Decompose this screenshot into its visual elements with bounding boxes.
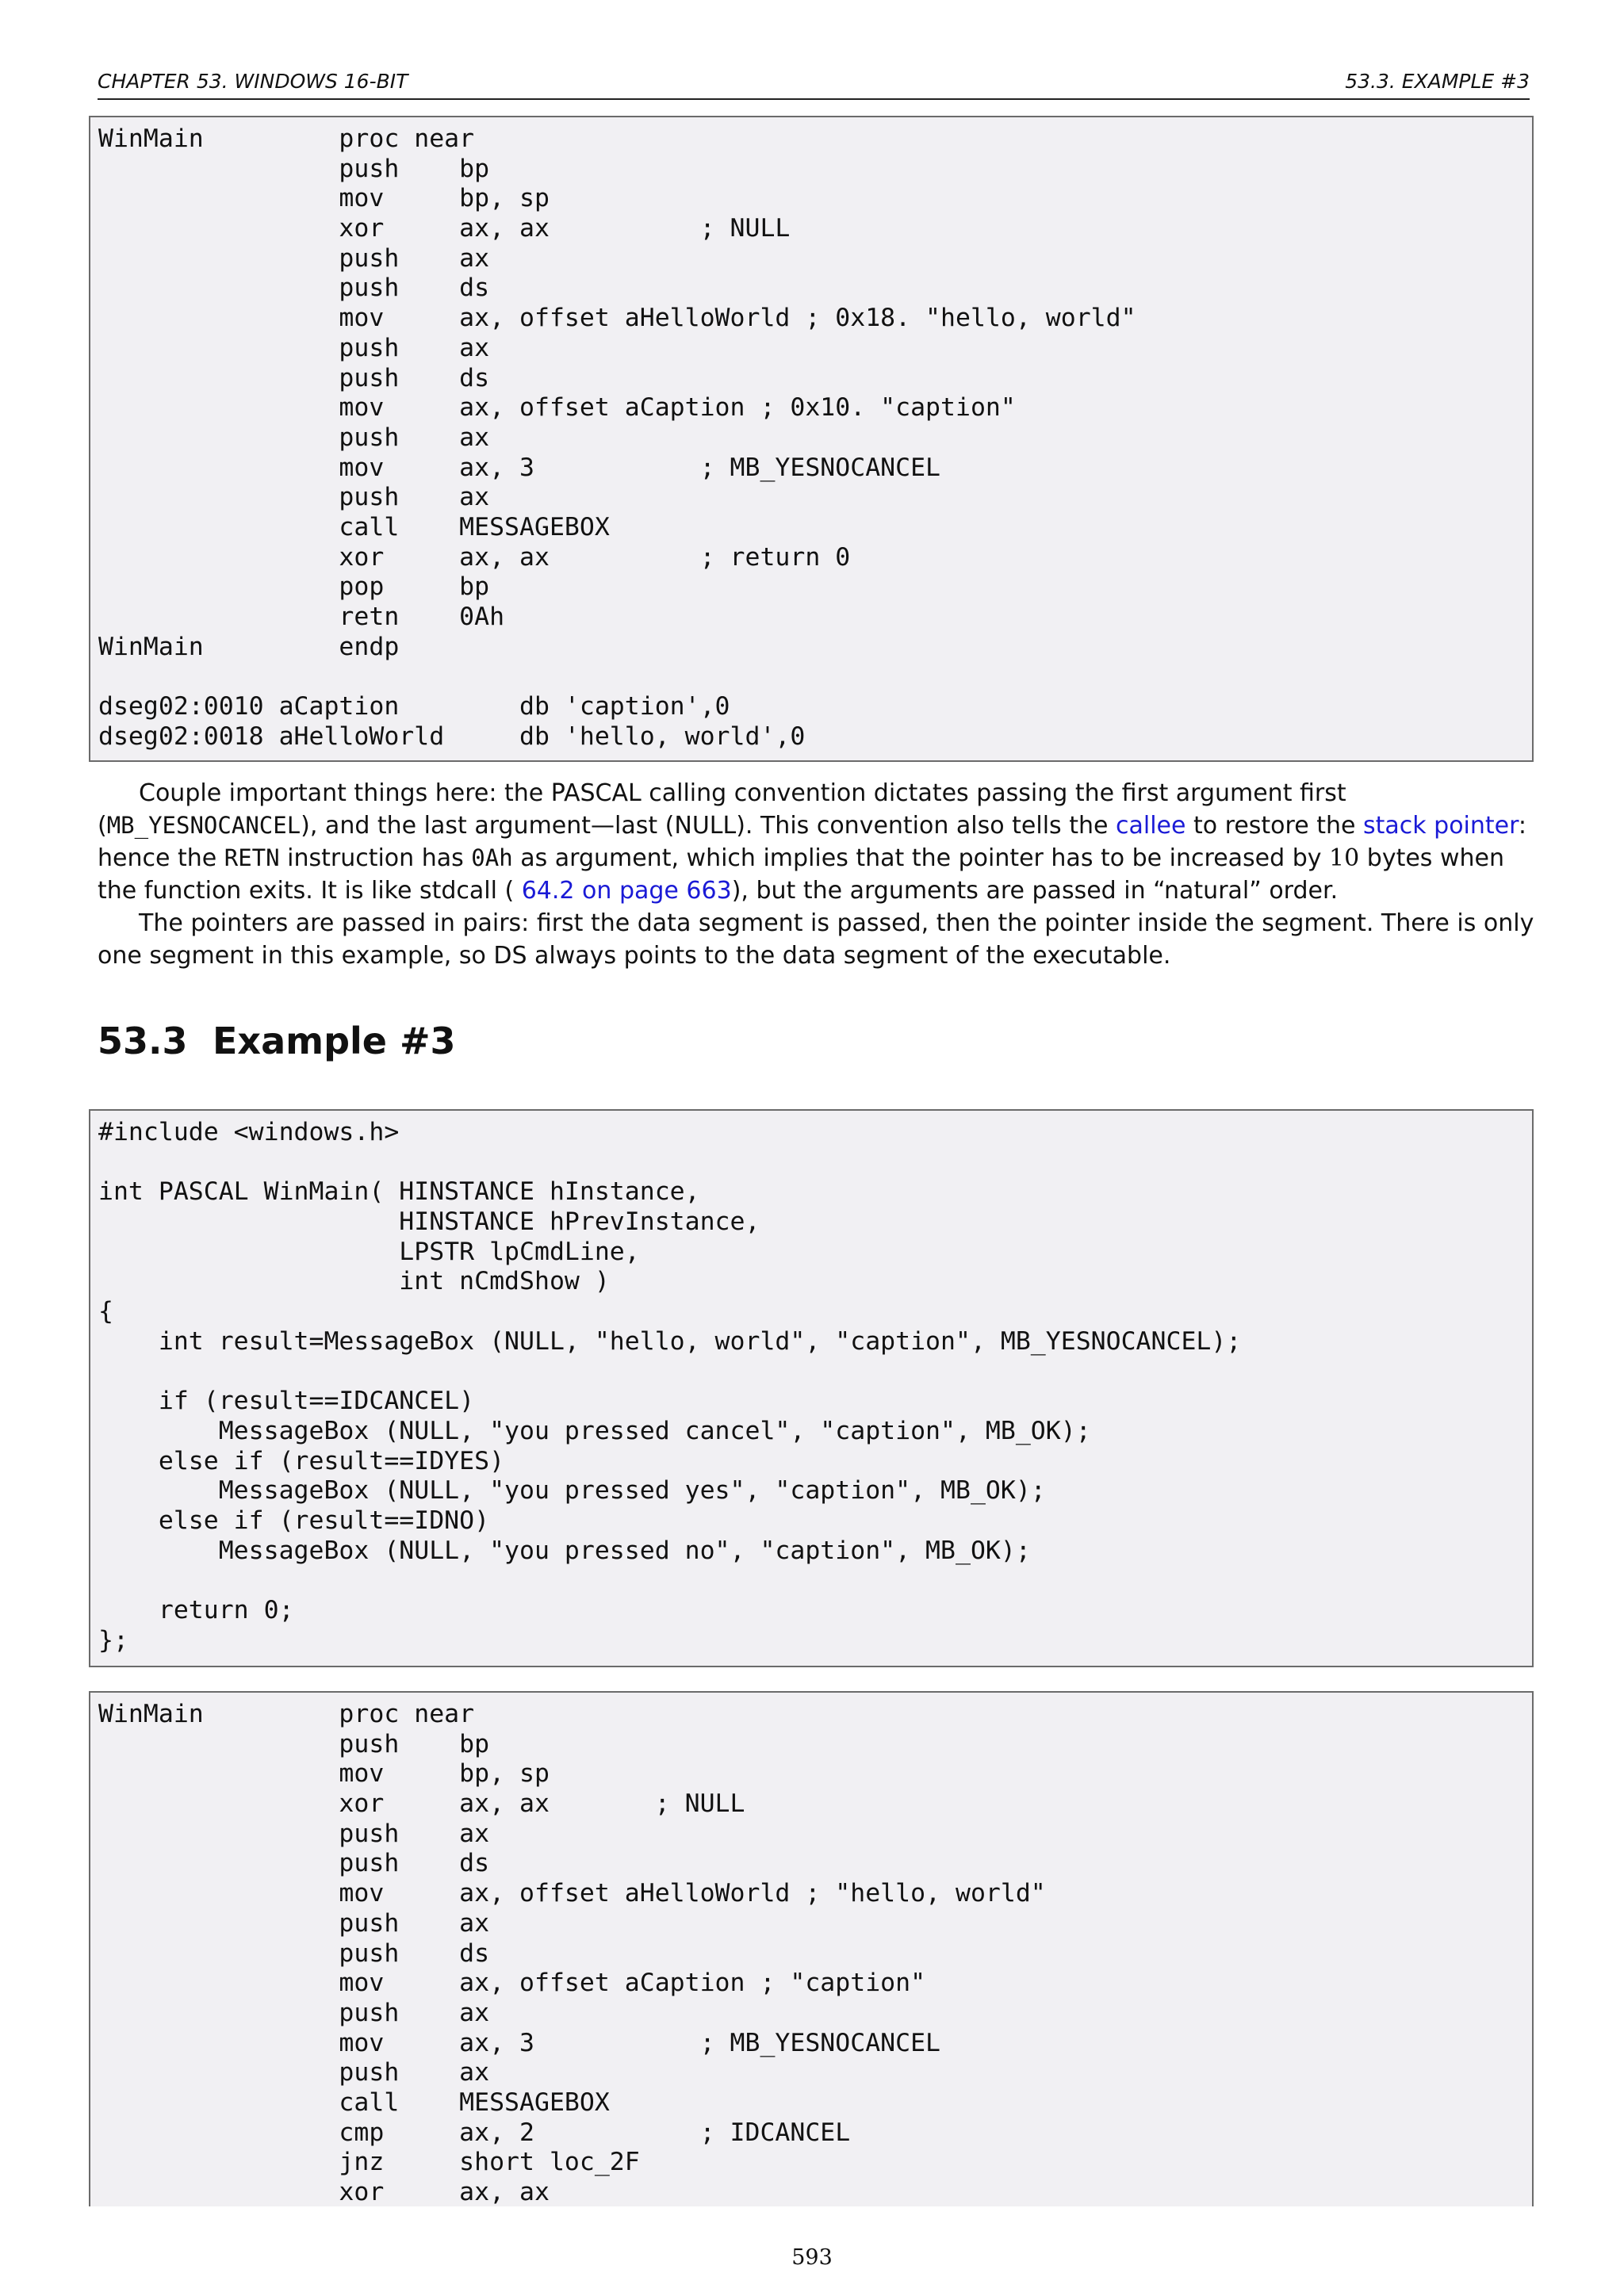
code-line: if (result==IDCANCEL): [98, 1387, 475, 1416]
text: Couple important things here: the PASCAL calling convention dictates passing the first argument first (: [98, 779, 1346, 840]
code-line: push bp: [98, 154, 490, 183]
code-line: [98, 1357, 1532, 1387]
code-line: [98, 662, 1532, 692]
code-line: push ax: [98, 483, 490, 512]
code-line: int nCmdShow ): [98, 1267, 610, 1296]
code-listing-winmain-asm: [89, 116, 1534, 762]
code-line: WinMain proc near: [98, 124, 475, 153]
code-line: [98, 1566, 1532, 1596]
code-line: pop bp: [98, 572, 490, 602]
inline-code: 0Ah: [471, 844, 513, 871]
link-callee[interactable]: callee: [1115, 812, 1186, 840]
code-line: call MESSAGEBOX: [98, 512, 610, 541]
code-line: MessageBox (NULL, "you pressed no", "caption", MB_OK);: [98, 1536, 1031, 1565]
code-line: xor ax, ax: [98, 2178, 550, 2206]
code-line: mov ax, offset aCaption ; "caption": [98, 1969, 926, 1998]
section-title: Example #3: [213, 1020, 456, 1062]
paragraph-pointers-pairs: [98, 907, 1549, 972]
code-line: mov bp, sp: [98, 184, 550, 213]
code-line: push ds: [98, 1849, 490, 1878]
inline-number: 10: [1329, 844, 1360, 872]
code-line: mov ax, offset aHelloWorld ; 0x18. "hello, world": [98, 304, 1136, 333]
code-line: WinMain endp: [98, 632, 400, 661]
code-line: {: [98, 1297, 113, 1326]
text: as argument, which implies that the pointer has to be increased by: [512, 844, 1330, 872]
code-line: WinMain proc near: [98, 1700, 475, 1728]
inline-code: MB_YESNOCANCEL: [106, 812, 301, 839]
code-line: xor ax, ax ; NULL: [98, 1789, 745, 1819]
text: ), and the last argument—last (NULL). This convention also tells the: [301, 812, 1116, 840]
code-line: mov ax, 3 ; MB_YESNOCANCEL: [98, 453, 941, 482]
code-line: retn 0Ah: [98, 603, 505, 631]
code-line: HINSTANCE hPrevInstance,: [98, 1207, 760, 1237]
header-section-title: 53.3. EXAMPLE #3: [1345, 70, 1530, 93]
code-line: else if (result==IDNO): [98, 1506, 490, 1535]
paragraph-pascal-convention: [98, 777, 1549, 907]
code-line: cmp ax, 2 ; IDCANCEL: [98, 2118, 851, 2147]
link-page-reference[interactable]: 64.2 on page 663: [521, 877, 732, 905]
code-line: int PASCAL WinMain( HINSTANCE hInstance,: [98, 1177, 700, 1207]
header-chapter-title: CHAPTER 53. WINDOWS 16-BIT: [98, 70, 408, 93]
code-line: xor ax, ax ; return 0: [98, 542, 851, 572]
code-line: push ds: [98, 274, 490, 303]
code-listing-winmain-asm-2: [89, 1691, 1534, 2206]
code-line: mov ax, offset aHelloWorld ; "hello, world": [98, 1879, 1046, 1908]
code-line: dseg02:0018 aHelloWorld db 'hello, world',0: [98, 721, 806, 751]
code-line: MessageBox (NULL, "you pressed yes", "caption", MB_OK);: [98, 1476, 1046, 1506]
text: bytes when the function exits. It is like stdcall (: [98, 844, 1504, 905]
code-line: [98, 1148, 1532, 1178]
code-line: push bp: [98, 1729, 490, 1758]
text: : hence the: [98, 812, 1527, 872]
code-line: jnz short loc_2F: [98, 2148, 640, 2177]
code-line: #include <windows.h>: [98, 1118, 400, 1146]
code-line: xor ax, ax ; NULL: [98, 214, 791, 243]
code-line: push ax: [98, 1819, 490, 1848]
code-line: mov bp, sp: [98, 1759, 550, 1789]
code-line: mov ax, 3 ; MB_YESNOCANCEL: [98, 2028, 941, 2057]
code-line: push ax: [98, 243, 490, 273]
text: The pointers are passed in pairs: first the data segment is passed, then the pointer inside the segment. There is only one segment in this example, so DS always points to the data segment of the executable.: [98, 909, 1534, 970]
code-line: push ax: [98, 2058, 490, 2087]
page-header: [98, 70, 1530, 100]
code-line: call MESSAGEBOX: [98, 2087, 610, 2117]
inline-code: RETN: [224, 844, 280, 871]
text: ), but the arguments are passed in “natural” order.: [731, 877, 1339, 905]
code-line: MessageBox (NULL, "you pressed cancel", "caption", MB_OK);: [98, 1416, 1091, 1445]
code-line: int result=MessageBox (NULL, "hello, world", "caption", MB_YESNOCANCEL);: [98, 1326, 1242, 1356]
code-line: push ds: [98, 363, 490, 392]
code-line: mov ax, offset aCaption ; 0x10. "caption": [98, 393, 1016, 423]
section-heading: [98, 1020, 456, 1062]
code-line: };: [98, 1625, 128, 1655]
code-line: push ax: [98, 1908, 490, 1938]
code-line: LPSTR lpCmdLine,: [98, 1237, 640, 1266]
page-number: 593: [791, 2245, 833, 2270]
section-number: 53.3: [98, 1020, 188, 1062]
code-line: push ax: [98, 333, 490, 362]
code-line: dseg02:0010 aCaption db 'caption',0: [98, 692, 730, 721]
code-line: return 0;: [98, 1596, 294, 1624]
link-stack-pointer[interactable]: stack pointer: [1362, 812, 1519, 840]
code-line: push ax: [98, 423, 490, 452]
text: to restore the: [1185, 812, 1363, 840]
code-listing-c-source: [89, 1109, 1534, 1667]
code-line: push ds: [98, 1938, 490, 1968]
code-line: else if (result==IDYES): [98, 1446, 505, 1475]
code-line: push ax: [98, 1998, 490, 2027]
text: instruction has: [279, 844, 472, 872]
